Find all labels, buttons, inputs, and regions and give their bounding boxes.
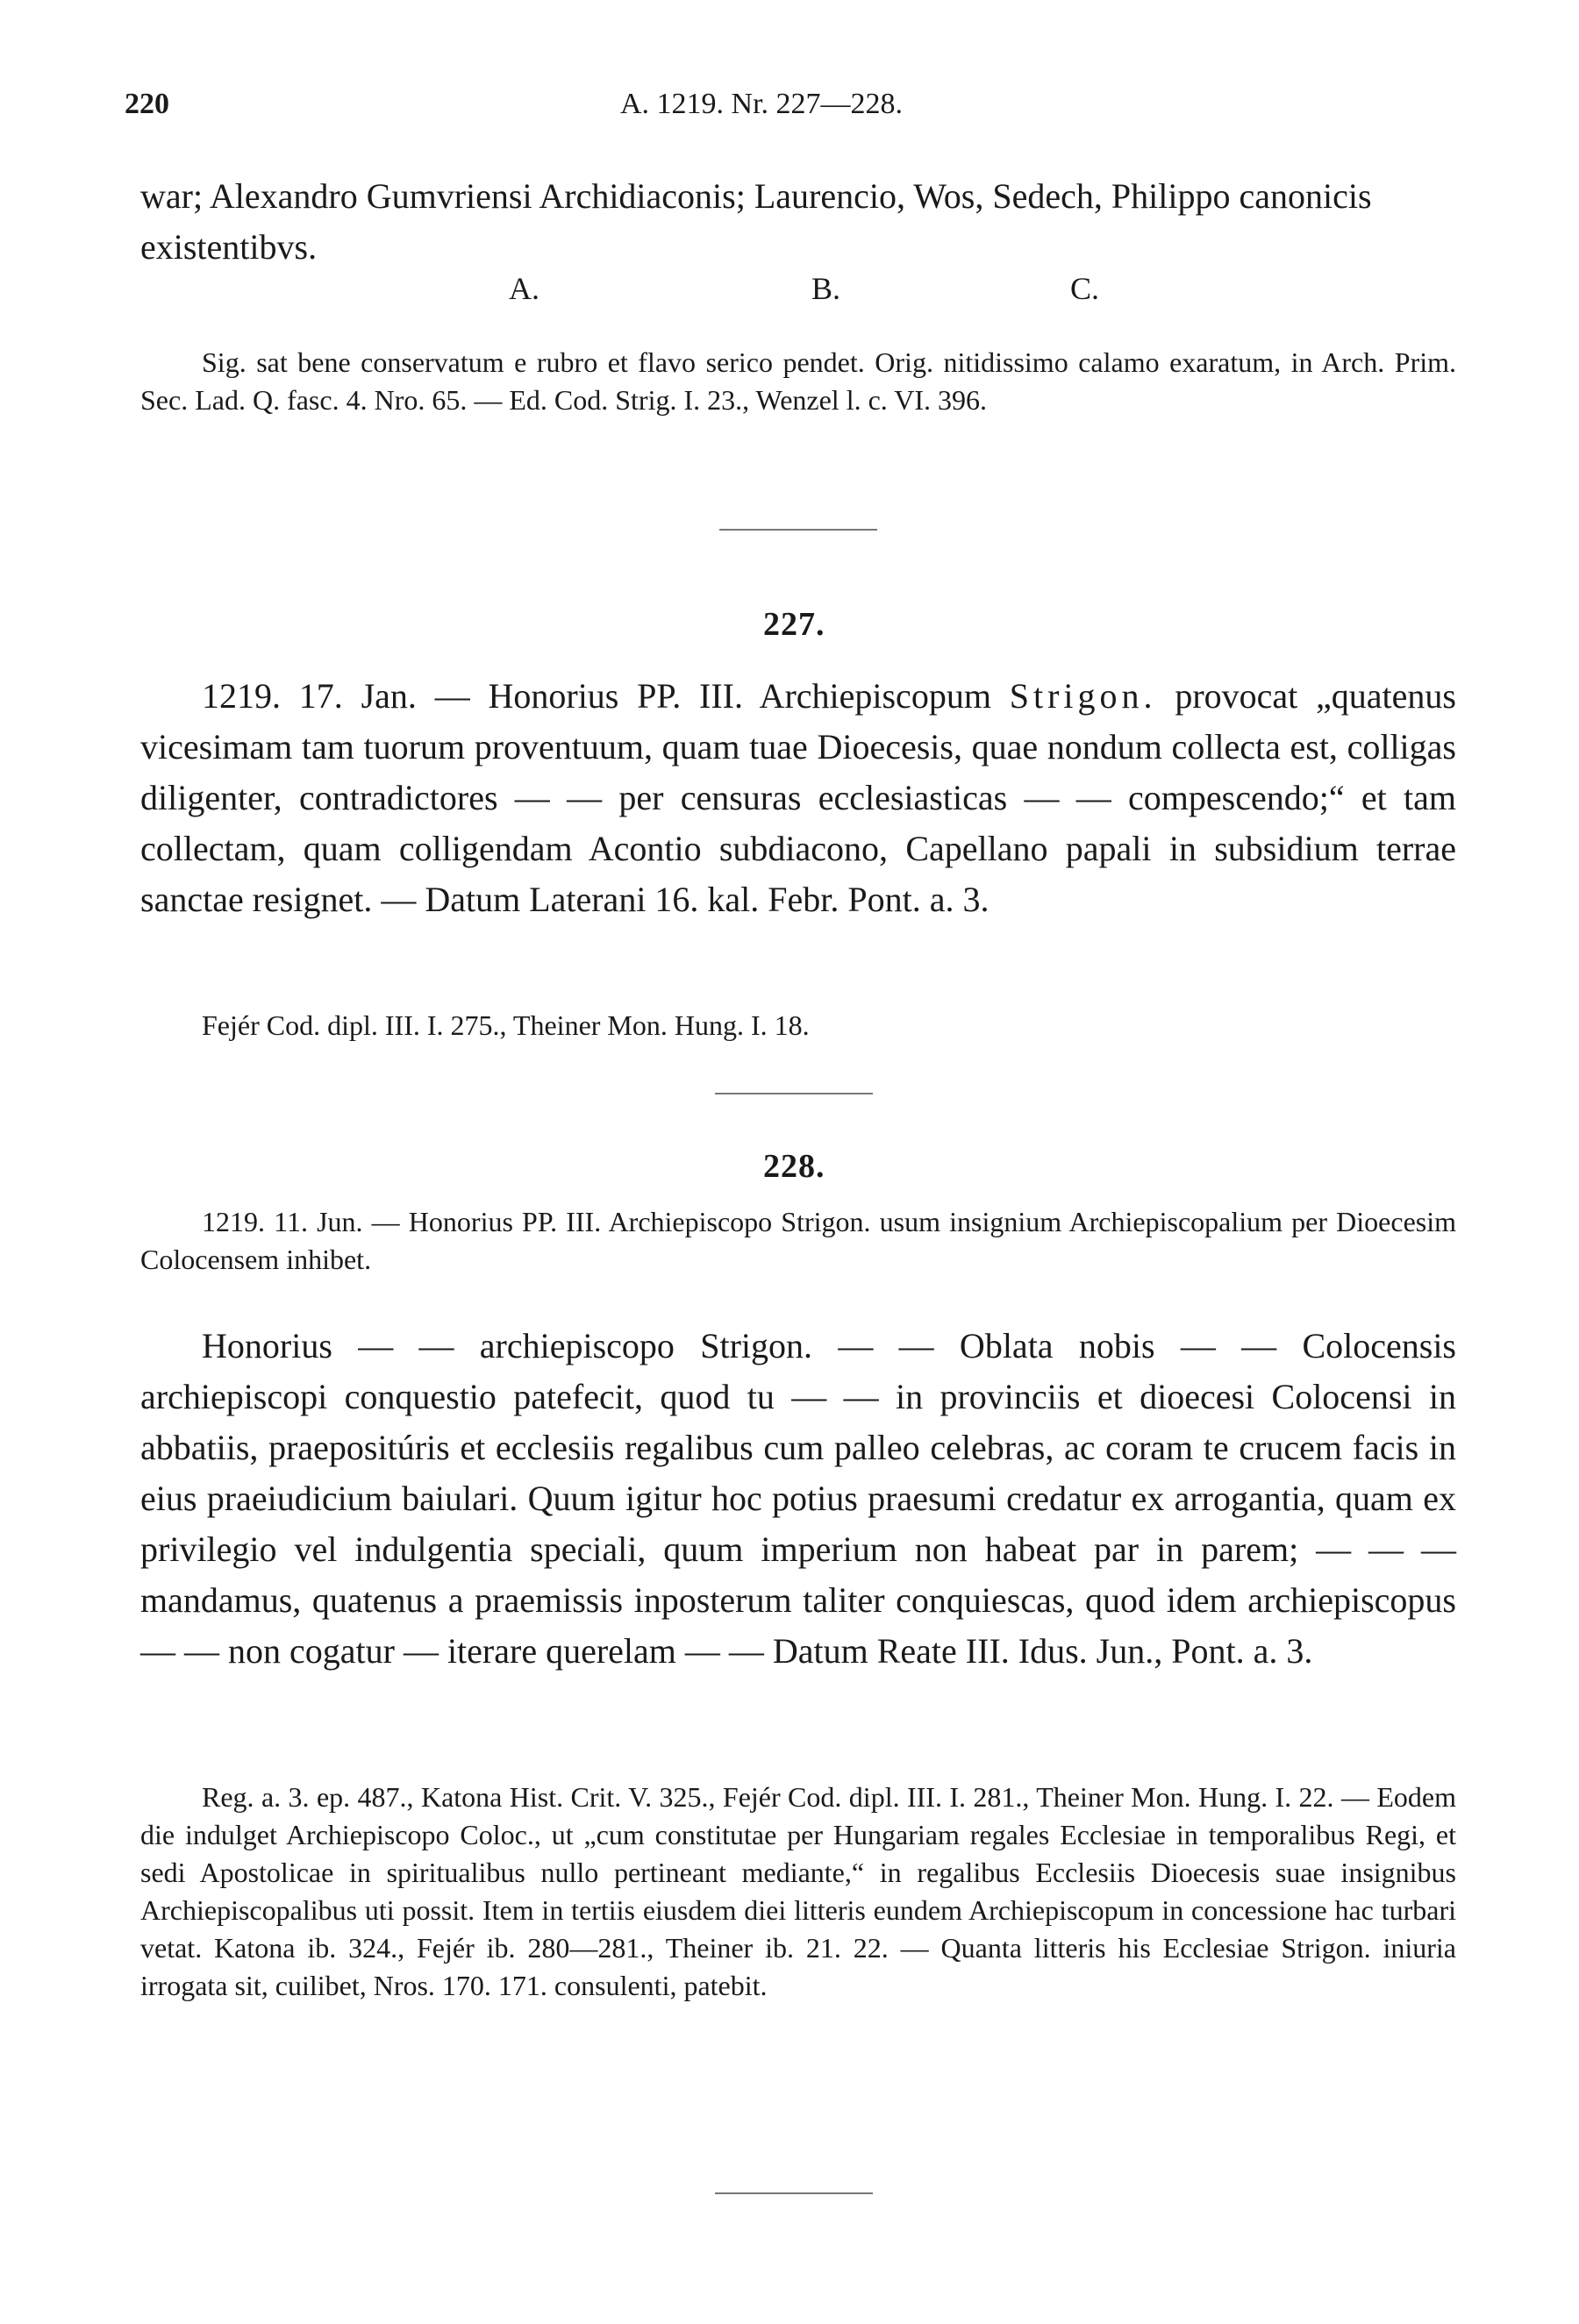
document-number-227: 227. <box>763 606 825 643</box>
witness-letter-b: B. <box>811 271 841 306</box>
document-227-regest-text <box>140 671 1456 925</box>
previous-document-text: war; Alexandro Gumvriensi Archidiaconis; Laurencio, Wos, Sedech, Philippo canonicis existentibvs. <box>140 176 1372 267</box>
document-227-note-text: Fejér Cod. dipl. III. I. 275., Theiner Mon. Hung. I. 18. <box>202 1009 810 1041</box>
document-228-regest-text: 1219. 11. Jun. — Honorius PP. III. Archiepiscopo Strigon. usum insignium Archiepiscopalium per Dioecesim Colocensem inhibet. <box>140 1206 1456 1275</box>
regest-227-part-1: 1219. 17. Jan. — Honorius PP. III. Archiepiscopum <box>202 676 1010 716</box>
document-227-regest <box>140 671 1456 925</box>
previous-document-note-text: Sig. sat bene conservatum e rubro et flavo serico pendet. Orig. nitidissimo calamo exaratum, in Arch. Prim. Sec. Lad. Q. fasc. 4. Nro. 65. — Ed. Cod. Strig. I. 23., Wenzel l. c. VI. 396. <box>140 346 1456 416</box>
witness-letters-row <box>140 270 1456 323</box>
document-228-body: Honorius — — archiepiscopo Strigon. — — Oblata nobis — — Colocensis archiepiscopi conquestio patefecit, quod tu — — in provinciis et dioecesi Colocensi in abbatiis, praepositúris et ecclesiis regalibus cum palleo celebras, ac coram te crucem facis in eius praeiudicium baiulari. Quum igitur hoc potius praesumi credatur ex arrogantia, quam ex privilegio vel indulgentia speciali, quum imperium non habeat par in parem; — — — mandamus, quatenus a praemissis inposterum taliter conquiescas, quod idem archiepiscopus — — non cogatur — iterare querelam — — Datum Reate III. Idus. Jun., Pont. a. 3. <box>140 1326 1456 1671</box>
previous-document-ending <box>140 171 1456 273</box>
witness-letter-a: A. <box>509 271 539 306</box>
witness-letter-c: C. <box>1070 271 1100 306</box>
document-227-note <box>140 1007 1456 1044</box>
separator-rule <box>715 2192 873 2194</box>
page-number: 220 <box>125 88 169 120</box>
document-228-note <box>140 1779 1456 2005</box>
separator-rule <box>719 529 877 531</box>
previous-document-note <box>140 344 1456 419</box>
document-228-text <box>140 1321 1456 1677</box>
regest-227-spaced-word: Strigon. <box>1009 676 1157 716</box>
separator-rule <box>715 1093 873 1094</box>
running-head: A. 1219. Nr. 227—228. <box>620 88 904 120</box>
regest-227-part-2: provocat „quatenus vicesimam tam tuorum proventuum, quam tuae Dioecesis, quae nondum collecta est, colligas diligenter, contradictores — — per censuras ecclesiasticas — — compescendo;“ et tam collectam, quam colligendam Acontio subdiacono, Capellano papali in subsidium terrae sanctae resignet. — Datum Laterani 16. kal. Febr. Pont. a. 3. <box>140 676 1456 919</box>
document-228-note-text: Reg. a. 3. ep. 487., Katona Hist. Crit. V. 325., Fejér Cod. dipl. III. I. 281., Theiner Mon. Hung. I. 22. — Eodem die indulget Archiepiscopo Coloc., ut „cum constitutae per Hungariam regales Ecclesiae in temporalibus Regi, et sedi Apostolicae in spiritualibus nullo pertineant mediante,“ in regalibus Ecclesiis Dioecesis suae insignibus Archiepiscopalibus uti possit. Item in tertiis eiusdem diei litteris eundem Archiepiscopum in concessione hac turbari vetat. Katona ib. 324., Fejér ib. 280—281., Theiner ib. 21. 22. — Quanta litteris his Ecclesiae Strigon. iniuria irrogata sit, cuilibet, Nros. 170. 171. consulenti, patebit. <box>140 1781 1456 2001</box>
document-228-regest <box>140 1203 1456 1279</box>
page-header <box>125 88 1458 130</box>
document-number-228: 228. <box>763 1148 825 1185</box>
